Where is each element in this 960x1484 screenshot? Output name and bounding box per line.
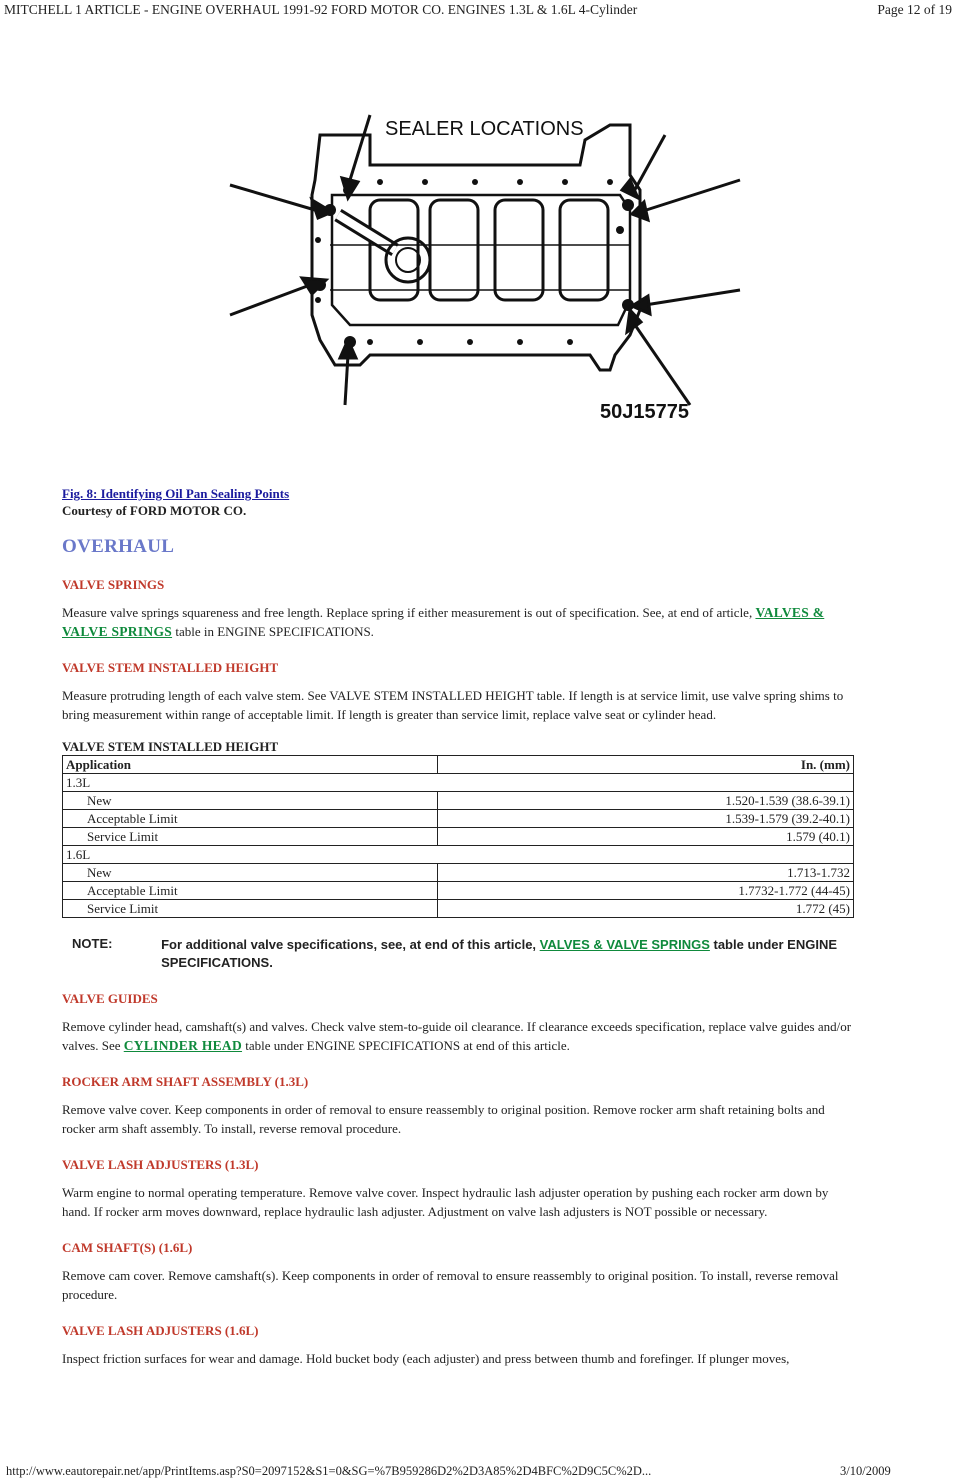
table-title: VALVE STEM INSTALLED HEIGHT — [62, 739, 279, 754]
table-group-row: 1.3L — [63, 774, 854, 792]
paragraph-camshaft: Remove cam cover. Remove camshaft(s). Keep components in order of removal to ensure reassembly to original position. To install, reverse removal procedure. — [62, 1268, 839, 1302]
valve-stem-height-table — [62, 755, 854, 918]
figure-code: 50J15775 — [600, 401, 689, 423]
note-valves-springs-link[interactable]: VALVES & VALVE SPRINGS — [539, 937, 710, 952]
table-row: Service Limit 1.772 (45) — [63, 900, 854, 918]
page-number: Page 12 of 19 — [877, 2, 952, 17]
paragraph-valve-springs: Measure valve springs squareness and free length. Replace spring if either measurement is out of specification. See, at end of article, VALVES & VALVE SPRINGS table in ENGINE SPECIFICATIONS. — [62, 605, 825, 639]
cylinder-head-link[interactable]: CYLINDER HEAD — [123, 1038, 243, 1053]
engine-block-diagram — [220, 100, 750, 450]
paragraph-lash-adjusters-13: Warm engine to normal operating temperature. Remove valve cover. Inspect hydraulic lash adjuster operation by pushing each rocker arm down by hand. If rocker arm moves downward, replace hydraulic lash adjuster. Adjustment on valve lash adjusters is NOT possible or necessary. — [62, 1185, 829, 1219]
table-row: New 1.713-1.732 — [63, 864, 854, 882]
heading-valve-springs: VALVE SPRINGS — [62, 577, 165, 592]
table-group-row: 1.6L — [63, 846, 854, 864]
table-row: Acceptable Limit 1.7732-1.772 (44-45) — [63, 882, 854, 900]
paragraph-rocker-arm: Remove valve cover. Keep components in order of removal to ensure reassembly to original position. Remove rocker arm shaft retaining bolts and rocker arm shaft assembly. To install, reverse removal procedure. — [62, 1102, 825, 1136]
figure-label-sealer: SEALER LOCATIONS — [385, 118, 584, 140]
figure-caption-link[interactable]: Fig. 8: Identifying Oil Pan Sealing Points — [62, 486, 290, 501]
footer-url: http://www.eautorepair.net/app/PrintItems.asp?S0=2097152&S1=0&SG=%7B959286D2%2D3A85%2D4BFC%2D9C5C%2D... — [6, 1464, 652, 1478]
table-row: Service Limit 1.579 (40.1) — [63, 828, 854, 846]
column-inches-mm: In. (mm) — [437, 756, 853, 774]
document-title: MITCHELL 1 ARTICLE - ENGINE OVERHAUL 1991-92 FORD MOTOR CO. ENGINES 1.3L & 1.6L 4-Cylinder — [4, 2, 638, 17]
figure-courtesy: Courtesy of FORD MOTOR CO. — [62, 503, 247, 518]
note-label: NOTE: — [72, 936, 113, 951]
valves-springs-link[interactable]: VALVES & VALVE SPRINGS — [62, 605, 825, 639]
paragraph-stem-height: Measure protruding length of each valve stem. See VALVE STEM INSTALLED HEIGHT table. If length is at service limit, use valve spring shims to bring measurement within range of acceptable limit. If length is greater than service limit, replace valve seat or cylinder head. — [62, 688, 844, 722]
footer-date: 3/10/2009 — [840, 1464, 891, 1478]
note-box — [62, 936, 854, 972]
heading-lash-adjusters-16: VALVE LASH ADJUSTERS (1.6L) — [62, 1323, 259, 1338]
table-row: New 1.520-1.539 (38.6-39.1) — [63, 792, 854, 810]
table-row: Acceptable Limit 1.539-1.579 (39.2-40.1) — [63, 810, 854, 828]
heading-lash-adjusters-13: VALVE LASH ADJUSTERS (1.3L) — [62, 1157, 259, 1172]
table-header-row — [63, 756, 854, 774]
heading-stem-height: VALVE STEM INSTALLED HEIGHT — [62, 660, 279, 675]
heading-valve-guides: VALVE GUIDES — [62, 991, 158, 1006]
article-body — [62, 486, 854, 1368]
oil-pan-sealer-figure — [220, 100, 750, 450]
heading-camshaft: CAM SHAFT(S) (1.6L) — [62, 1240, 193, 1255]
note-text: For additional valve specifications, see, at end of this article, VALVES & VALVE SPRINGS table under ENGINE SPECIFICATIONS. — [161, 937, 838, 970]
paragraph-valve-guides: Remove cylinder head, camshaft(s) and valves. Check valve stem-to-guide oil clearance. If clearance exceeds specification, replace valve guides and/or valves. See CYLINDER HEAD table under ENGINE SPECIFICATIONS at end of this article. — [62, 1019, 852, 1053]
section-heading-overhaul: OVERHAUL — [62, 536, 175, 557]
heading-rocker-arm: ROCKER ARM SHAFT ASSEMBLY (1.3L) — [62, 1074, 309, 1089]
paragraph-lash-adjusters-16: Inspect friction surfaces for wear and damage. Hold bucket body (each adjuster) and press between thumb and forefinger. If plunger moves, — [62, 1351, 790, 1366]
column-application: Application — [63, 756, 438, 774]
